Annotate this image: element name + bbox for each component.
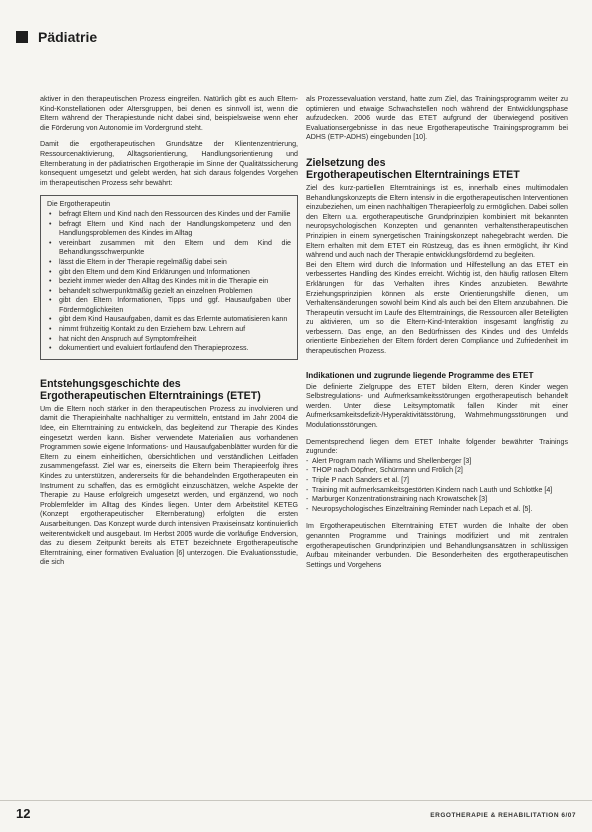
checklist-title: Die Ergotherapeutin — [47, 200, 111, 209]
checklist-item: • hat nicht den Anspruch auf Symptomfreiheit — [59, 335, 291, 345]
section-title: Pädiatrie — [38, 29, 98, 45]
history-heading-line-2: Ergotherapeutischen Elterntrainings (ETET) — [40, 389, 261, 402]
left-intro-paragraph-2: Damit die ergotherapeutischen Grundsätze der Klientenzentrierung, Ressourcenaktivierung, Alltagsorientierung, Handlungsorientierung und Elternberatung in der pädiatrischen Ergotherapie im Sinne der Qualitätssicherung konsequent umgesetzt und gelebt werden, hat sich daraus folgendes Vorgehen im therapeutischen Prozess sehr bewährt: — [40, 140, 298, 187]
indications-heading: Indikationen und zugrunde liegende Programme des ETET — [306, 370, 534, 380]
checklist-item: • befragt Eltern und Kind nach den Ressourcen des Kindes und der Familie — [59, 210, 291, 220]
program-item: - THOP nach Döpfner, Schürmann und Frölich [2] — [312, 466, 568, 476]
program-item: - Marburger Konzentrationstraining nach Krowatschek [3] — [312, 495, 568, 505]
section-header — [16, 29, 97, 45]
indications-paragraph-1: Die definierte Zielgruppe des ETET bilden Eltern, deren Kinder wegen Selbstregulations- und Aufmerksamkeitsstörungen ergotherapeutisch behandelt werden. Unter diese Leitsymptomatik fallen Kinder mit einer Aufmerksamkeitsdefizit-/Hyperaktivitätsstörung, Wahrnehmungsstörungen und Modulationsstörungen. — [306, 382, 568, 430]
checklist-item: • gibt dem Kind Hausaufgaben, damit es das Erlernte automatisieren kann — [59, 315, 291, 325]
checklist-item: • nimmt frühzeitig Kontakt zu den Erziehern bzw. Lehrern auf — [59, 325, 291, 335]
section-marker-square — [16, 31, 28, 43]
checklist-item: • befragt Eltern und Kind nach der Handlungskompetenz und den Handlungsproblemen des Kindes im Alltag — [59, 220, 291, 239]
right-intro-paragraph: als Prozessevaluation verstand, hatte zum Ziel, das Trainingsprogramm weiter zu optimieren und etwaige Schwachstellen noch während der Entwicklungsphase aufzudecken. 2006 wurde das ETET aufgrund der überwiegend positiven Evaluationsergebnisse in das neue Ergotherapeutische Trainingsprogramm bei ADHS (ETP-ADHS) eingebunden [10]. — [306, 95, 568, 142]
indications-paragraph-2: Dementsprechend liegen dem ETET Inhalte folgender bewährter Trainings zugrunde: — [306, 437, 568, 456]
goals-heading-line-2: Ergotherapeutischen Elterntrainings ETET — [306, 168, 520, 181]
goals-paragraph-2: Bei den Eltern wird durch die Information und Hilfestellung an das ETET ein verbessertes Handling des Kindes erreicht. Wichtig ist, den häufig ratlosen Eltern Erklärungen für das Verhalten ihres Kindes anzubieten. Bewährte Erziehungsprinzipien können als erste Orientierungshilfe dienen, um Verhaltensänderungen sowohl beim Kind als auch bei den Eltern anzubahnen. Die Therapeutin versucht im Laufe des Elterntrainings, die Ressourcen aller Beteiligten zu aktivieren, um so die Eltern-Kind-Interaktion insgesamt langfristig zu verbessern. Das enge, an den Bedürfnissen des Kindes und des Umfelds orientierte Einbeziehen der Eltern fördert deren Compliance und Zufriedenheit im therapeutischen Prozess. — [306, 260, 568, 356]
programs-list — [306, 457, 568, 515]
magazine-name: ERGOTHERAPIE & REHABILITATION 6/07 — [430, 812, 576, 819]
footer-divider — [0, 800, 592, 801]
history-heading — [40, 378, 298, 402]
goals-heading — [306, 157, 568, 181]
checklist-item: • bezieht immer wieder den Alltag des Kindes mit in die Therapie ein — [59, 277, 291, 287]
therapist-checklist-box — [40, 195, 298, 360]
checklist-item: • gibt den Eltern Informationen, Tipps und ggf. Hausaufgaben über Fördermöglichkeiten — [59, 296, 291, 315]
right-column — [306, 95, 568, 577]
program-item: - Training mit aufmerksamkeitsgestörten Kindern nach Lauth und Schlottke [4] — [312, 486, 568, 496]
goals-heading-line-1: Zielsetzung des — [306, 156, 386, 169]
program-item: - Neuropsychologisches Einzeltraining Reminder nach Lepach et al. [5]. — [312, 505, 568, 515]
history-paragraph: Um die Eltern noch stärker in den therapeutischen Prozess zu involvieren und damit die Therapieinhalte nachhaltiger zu vermitteln, entstand im Jahr 2004 die Idee, ein Elterntraining zu entwickeln, das begleitend zur Therapie des Kindes eingesetzt werden kann. Bisher verwendete Materialien aus vorhandenen Programmen sowie eigene Informations- und Hausaufgabenblätter wurden für die Eltern zu einem einheitlichen, übersichtlichen und verständlichen Leitfaden zusammengefasst. Ziel war es, einerseits die Eltern beim Therapieerfolg ihres Kindes zu unterstützen, andererseits für die behandelnden Ergotherapeuten ein Instrument zu schaffen, das es ermöglicht einzuschätzen, welche Aspekte der Therapie zu Hause erfolgreich umgesetzt werden, und ergänzend, wo noch Problemfelder im Alltag des Kindes liegen. Unter dem Arbeitstitel KETEG (Konzept ergotherapeutischer Elternberatung) erfolgten die ersten Ausarbeitungen. Das Konzept wurde durch intensiven Praxiseinsatz kontinuierlich weiterentwickelt und ausgebaut. Im Herbst 2005 wurde die vorläufige Endversion, das zu diesem Zeitpunkt bereits als ETET bezeichnete Ergotherapeutische Elterntraining, einer formativen Evaluation [6] unterzogen. Die Evaluationsstudie, die sich — [40, 404, 298, 567]
checklist-item: • lässt die Eltern in der Therapie regelmäßig dabei sein — [59, 258, 291, 268]
history-heading-line-1: Entstehungsgeschichte des — [40, 377, 181, 390]
left-intro-paragraph-1: aktiver in den therapeutischen Prozess eingreifen. Natürlich gibt es auch Eltern-Kind-Konstellationen oder Altersgruppen, bei denen es sinnvoll ist, wenn die Eltern während der Therapiestunde nicht dabei sind, beispielsweise wenn eher die Förderung von Autonomie im Vordergrund steht. — [40, 95, 298, 132]
checklist-item: • gibt den Eltern und dem Kind Erklärungen und Informationen — [59, 268, 291, 278]
checklist-item: • dokumentiert und evaluiert fortlaufend den Therapieprozess. — [59, 344, 291, 354]
checklist — [47, 210, 291, 354]
page-number: 12 — [16, 806, 31, 821]
indications-paragraph-3: Im Ergotherapeutischen Elterntraining ETET wurden die Inhalte der oben genannten Programme und Trainings modifiziert und mit zentralen ergotherapeutischen Grundprinzipien und Behandlungsansätzen in schlüssigen Aufbau miteinander verbunden. Die Besonderheiten des ergotherapeutischen Settings und Vorgehens — [306, 522, 568, 569]
checklist-item: • vereinbart zusammen mit den Eltern und dem Kind die Behandlungsschwerpunkte — [59, 239, 291, 258]
left-column — [40, 95, 298, 575]
checklist-item: • behandelt schwerpunktmäßig gezielt an einzelnen Problemen — [59, 287, 291, 297]
program-item: - Triple P nach Sanders et al. [7] — [312, 476, 568, 486]
goals-paragraph-1: Ziel des kurz-partiellen Elterntrainings ist es, innerhalb eines multimodalen Behandlungskonzepts die Eltern intensiv in die ergotherapeutischen Interventionen einzubeziehen, um einen nachhaltigen Therapieerfolg zu ermöglichen. Dabei sollen den Eltern u.a. ergotherapeutische Grundprinzipien kombiniert mit bekannten neuropsychologischen Konzepten und genannten verhaltenstherapeutischen Prinzipien in einem synergetischen Trainingskonzept nahegebracht werden. Die Eltern erhalten mit dem ETET ein Rüstzeug, das es ihnen ermöglicht, ihr Kind während und auch nach der Therapie entwicklungsfördernd zu begleiten. — [306, 183, 568, 260]
program-item: - Alert Program nach Williams und Shellenberger [3] — [312, 457, 568, 467]
